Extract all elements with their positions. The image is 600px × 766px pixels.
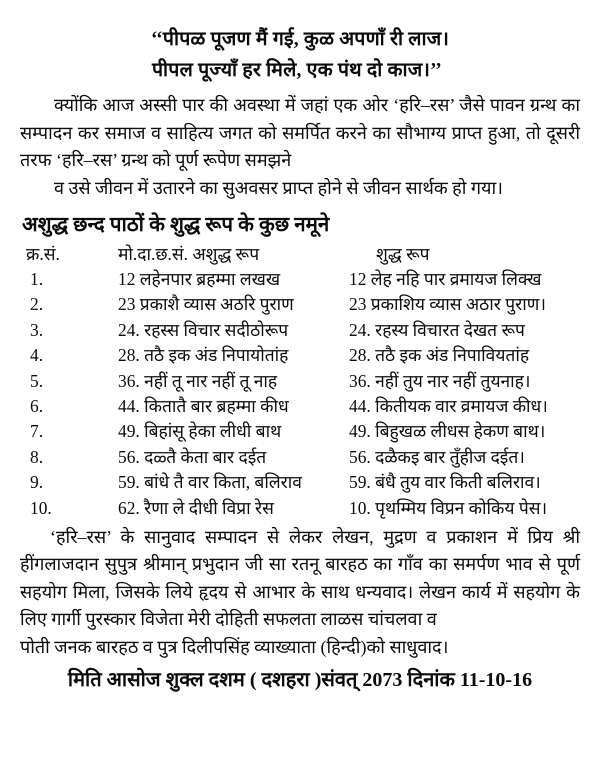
table-row: [14, 419, 586, 444]
verse-block: [14, 24, 586, 86]
table-row: [14, 394, 586, 419]
document-page: [0, 24, 600, 766]
cell-wrong: 56. दळ्तै केता बार दईत: [118, 446, 267, 467]
table-row: [14, 267, 586, 292]
cell-correct: 12 लेह नहि पार व्रमायज लिक्ख: [349, 269, 542, 289]
cell-correct: 10. पृथम्मिय विप्रन कोकिय पेस।: [349, 497, 548, 518]
paragraph-two-line-2: हींगलाजदान सुपुत्र श्रीमान् प्रभुदान जी सा रतनू बारहठ का गाँव का समर्पण भाव से: [20, 554, 551, 575]
cell-serial: 6.: [30, 396, 44, 417]
cell-correct: 23 प्रकाशिय व्यास अठार पुराण।: [349, 294, 546, 315]
samples-table: [14, 241, 586, 521]
cell-serial: 10.: [30, 497, 52, 518]
table-header: [14, 241, 586, 267]
cell-wrong: 44. कितातै बार ब्रहम्मा कीध: [118, 396, 289, 417]
cell-wrong: 12 लहेनपार ब्रहम्मा लखख: [118, 269, 281, 289]
table-row: [14, 292, 586, 317]
cell-wrong: 59. बांधे तै वार किता, बलिराव: [118, 472, 302, 493]
cell-correct: 44. कितीयक वार व्रमायज कीध।: [349, 396, 548, 417]
section-heading: अशुद्ध छन्द पाठों के शुद्ध रूप के कुछ नमूने: [22, 214, 330, 236]
cell-serial: 7.: [30, 421, 44, 442]
cell-wrong: 23 प्रकाशै व्यास अठरि पुराण: [118, 294, 294, 315]
cell-wrong: 62. रैणा ले दीधी विप्रा रेस: [118, 497, 274, 518]
paragraph-one-line-2: पावन ग्रन्थ का सम्पादन कर समाज व साहित्य जगत को समर्पित करने का: [20, 95, 580, 143]
table-row: [14, 470, 586, 495]
cell-wrong: 49. बिहांसू हेका लीधी बाथ: [118, 421, 282, 442]
cell-serial: 5.: [30, 370, 44, 391]
cell-serial: 4.: [30, 345, 44, 366]
cell-wrong: 36. नहीं तू नार नहीं तू नाह: [118, 370, 278, 391]
paragraph-two-line-4: में सहयोग के लिए गार्गी पुरस्कार विजेता मेरी दोहिती सफलता लाळस चांचलवा व: [20, 581, 581, 630]
table-body: [14, 267, 586, 521]
table-row: [14, 445, 586, 470]
paragraph-two-line-3: पूर्ण सहयोग मिला, जिसके लिये हृदय से आभार के साथ धन्यवाद। लेखन कार्य: [20, 554, 580, 602]
cell-correct: 56. दळैकइ बार तुँहीज दईत।: [349, 446, 525, 467]
column-header-correct: शुद्ध रूप: [376, 244, 430, 264]
cell-serial: 2.: [30, 294, 44, 315]
cell-serial: 1.: [30, 269, 44, 289]
cell-serial: 3.: [30, 319, 44, 340]
cell-serial: 9.: [30, 472, 44, 493]
cell-correct: 36. नहीं तुय नार नहीं तुयनाह।: [349, 370, 531, 391]
cell-correct: 28. तठै इक अंड निपावियतांह: [349, 345, 530, 366]
cell-correct: 59. बंधै तुय वार किती बलिराव।: [349, 472, 541, 493]
verse-line-1: ‘‘पीपळ पूजण मैं गई, कुळ अपणाँ री लाज।: [150, 29, 450, 50]
cell-correct: 24. रहस्य विचारत देखत रूप: [349, 319, 525, 340]
paragraph-one-line-1: क्योंकि आज अस्सी पार की अवस्था में जहां एक ओर ‘हरि–रस’ जैसे: [54, 95, 485, 115]
table-row: [14, 318, 586, 343]
column-header-serial: क्र.सं.: [26, 244, 60, 264]
table-header-row: [14, 241, 586, 267]
paragraph-two-line-5: पोती जनक बारहठ व पुत्र दिलीपसिंह व्याख्याता (हिन्दी)को साधुवाद।: [20, 636, 449, 657]
cell-serial: 8.: [30, 446, 44, 467]
colophon-date-line: मिति आसोज शुक्ल दशम ( दशहरा )संवत् 2073 दिनांक 11-10-16: [67, 669, 533, 692]
cell-correct: 49. बिहुखळ लीधस हेकण बाथ।: [349, 421, 546, 442]
paragraph-one-line-3: सौभाग्य प्राप्त हुआ, तो दूसरी तरफ ‘हरि–रस’ ग्रन्थ को पूर्ण रूपेण समझने: [20, 122, 580, 170]
table-row: [14, 496, 586, 521]
cell-wrong: 28. तठै इक अंड निपायोतांह: [118, 345, 289, 366]
cell-wrong: 24. रहस्स विचार सदीठोरूप: [118, 319, 289, 340]
paragraph-one: [20, 92, 580, 202]
paragraph-two-line-1: ‘हरि–रस’ के सानुवाद सम्पादन से लेकर लेखन, मुद्रण व प्रकाशन में प्रिय श्री: [50, 527, 580, 548]
paragraph-one-line-4: व उसे जीवन में उतारने का सुअवसर प्राप्त होने से जीवन सार्थक हो गया।: [54, 177, 503, 198]
table-row: [14, 343, 586, 368]
column-header-wrong: मो.दा.छ.सं. अशुद्ध रूप: [118, 244, 260, 264]
paragraph-two: [20, 524, 580, 661]
table-row: [14, 369, 586, 394]
verse-line-2: पीपल पूज्याँ हर मिले, एक पंथ दो काज।’’: [151, 60, 442, 81]
